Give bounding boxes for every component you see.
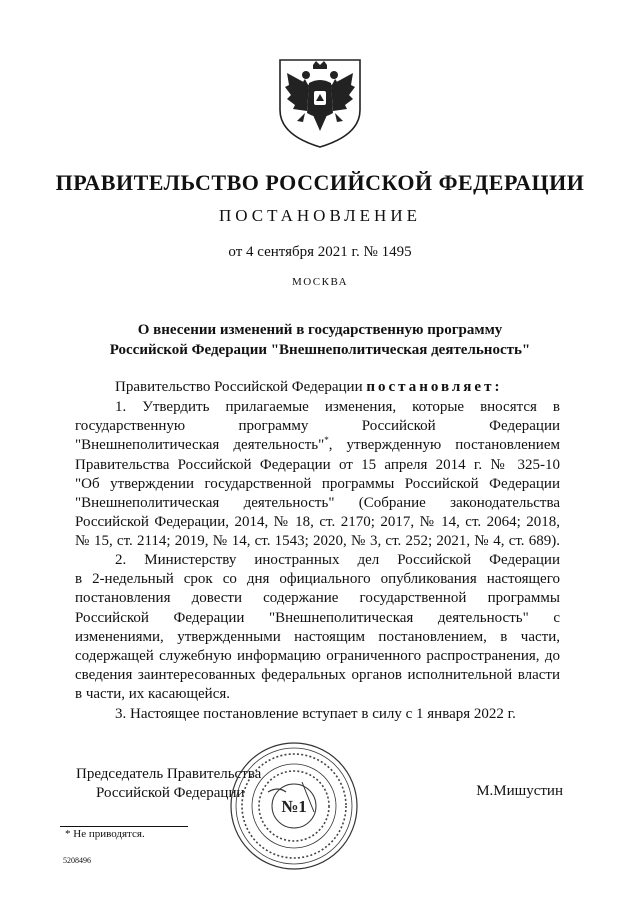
signer-name: М.Мишустин (476, 783, 563, 799)
paragraph-3: 3. Настоящее постановление вступает в силу с 1 января 2022 г. (115, 706, 516, 722)
text-line: Российской Федерации "Внешнеполитическая деятельность" с (75, 609, 560, 626)
seal-number: №1 (281, 797, 307, 816)
preamble (75, 378, 560, 397)
coat-of-arms-emblem (275, 55, 365, 150)
date-and-number: от 4 сентября 2021 г. № 1495 (228, 244, 412, 260)
text-line: содержащей служебную информацию ограниченного распространения, до (75, 648, 560, 665)
text-line: 2. Министерству иностранных дел Российской Федерации (115, 552, 560, 568)
text-line: № 15, ст. 2114; 2019, № 14, ст. 1543; 2020, № 3, ст. 252; 2021, № 4, ст. 689). (75, 533, 560, 550)
text-line: Российской Федерации, 2014, № 18, ст. 2170; 2017, № 14, ст. 2064; 2018, (75, 514, 560, 531)
text-line: Правительства Российской Федерации от 15 апреля 2014 г. № 325-10 (75, 456, 560, 473)
city: МОСКВА (291, 276, 349, 288)
position-line: Председатель Правительства (76, 766, 262, 782)
preamble-verb: постановляет: (366, 379, 503, 395)
text-line: в части, их касающейся. (75, 686, 231, 703)
footnote-separator (60, 826, 188, 827)
text-line: в 2-недельный срок со дня официального опубликования настоящего (75, 571, 560, 588)
title-line: Российской Федерации "Внешнеполитическая деятельность" (109, 342, 531, 358)
position-line: Российской Федерации (96, 785, 245, 801)
text-line: постановления довести содержание государственной программы (75, 590, 560, 607)
document-title (0, 320, 640, 360)
footnote: * Не приводятся. (65, 828, 145, 840)
text-line: государственную программу Российской Федерации (75, 418, 560, 435)
text-line: сведения заинтересованных федеральных органов исполнительной власти (75, 667, 560, 684)
text-line: "Внешнеполитическая деятельность" (Собрание законодательства (75, 495, 560, 512)
text-line: "Об утверждении государственной программы Российской Федерации (75, 475, 560, 492)
organization-name: ПРАВИТЕЛЬСТВО РОССИЙСКОЙ ФЕДЕРАЦИИ (55, 170, 585, 195)
text-line: 1. Утвердить прилагаемые изменения, которые вносятся в (115, 399, 560, 415)
paragraph-2 (75, 551, 560, 705)
text-line: изменениями, утвержденными настоящим постановлением, в части, (75, 628, 560, 645)
title-line: О внесении изменений в государственную программу (137, 322, 503, 338)
preamble-text: Правительство Российской Федерации (115, 379, 367, 395)
official-seal-stamp (228, 740, 360, 872)
text-fragment: , утвержденную постановлением (328, 437, 560, 454)
footnote-mark: * (324, 435, 329, 446)
paragraph-1 (75, 398, 560, 552)
document-type: ПОСТАНОВЛЕНИЕ (218, 206, 421, 225)
text-line (75, 436, 560, 455)
text-fragment: "Внешнеполитическая деятельность" (75, 437, 325, 454)
registry-number: 5208496 (63, 856, 91, 865)
